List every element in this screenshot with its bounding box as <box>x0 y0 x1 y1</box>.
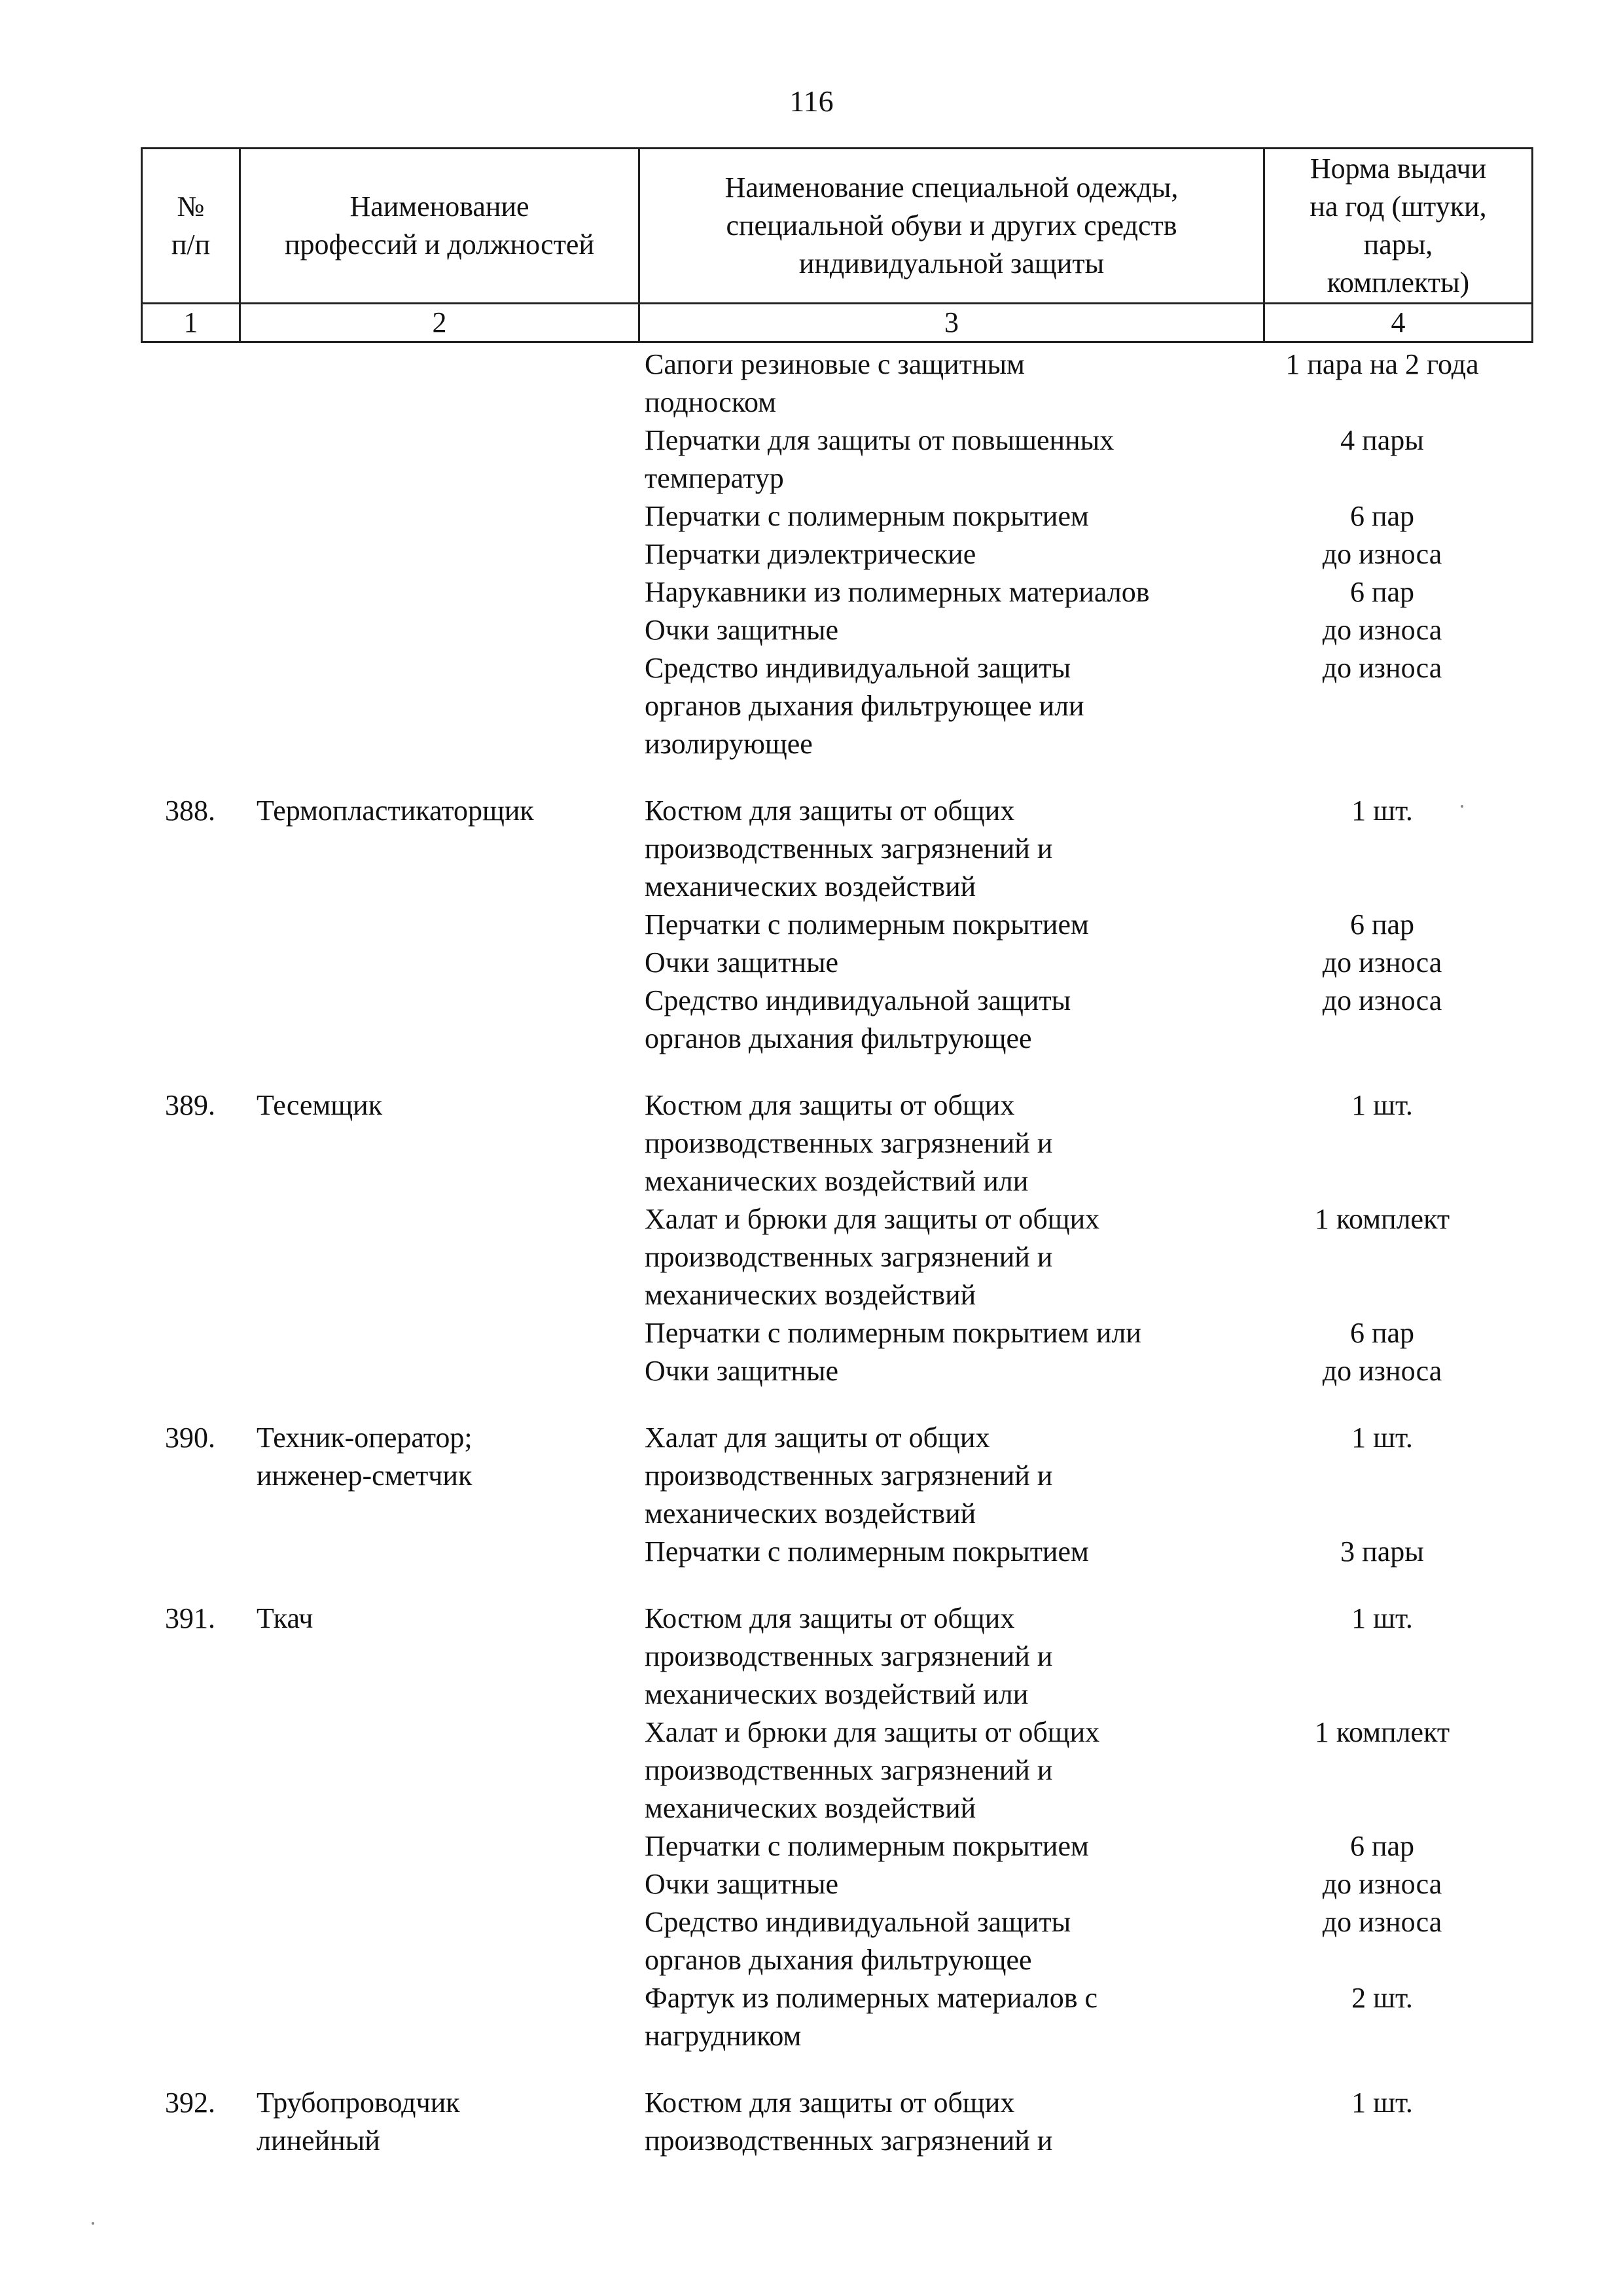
equipment-item: Очки защитные <box>645 1355 839 1387</box>
equipment-item: Перчатки диэлектрические <box>645 538 976 570</box>
profession-name: Техник-оператор; <box>257 1422 473 1454</box>
issue-norm: 1 шт. <box>1351 1602 1413 1634</box>
equipment-item: механических воздействий <box>645 1498 976 1530</box>
equipment-item: производственных загрязнений и <box>645 833 1053 865</box>
issue-norm: до износа <box>1322 652 1442 684</box>
issue-norm: 6 пар <box>1349 908 1415 941</box>
equipment-item: производственных загрязнений и <box>645 1127 1053 1159</box>
issue-norm: 1 комплект <box>1314 1716 1450 1748</box>
equipment-item: механических воздействий <box>645 1279 976 1311</box>
profession-name: инженер-сметчик <box>257 1460 473 1492</box>
equipment-item: Перчатки с полимерным покрытием <box>645 500 1089 532</box>
scan-dot <box>1461 805 1463 808</box>
equipment-item: Костюм для защиты от общих <box>645 2087 1015 2119</box>
table-header <box>141 147 1533 343</box>
equipment-item: производственных загрязнений и <box>645 1241 1053 1273</box>
row-number: 390. <box>165 1422 215 1454</box>
profession-name: Тесемщик <box>257 1089 383 1121</box>
equipment-item: изолирующее <box>645 728 813 760</box>
issue-norm: 6 пар <box>1349 1317 1415 1349</box>
header-num-4: 4 <box>1264 304 1533 342</box>
equipment-item: производственных загрязнений и <box>645 2125 1053 2157</box>
header-num-2: 2 <box>240 304 639 342</box>
issue-norm: 6 пар <box>1349 1830 1415 1862</box>
issue-norm: до износа <box>1322 614 1442 646</box>
row-number: 388. <box>165 795 215 827</box>
equipment-item: Нарукавники из полимерных материалов <box>645 576 1150 608</box>
issue-norm: до износа <box>1322 1868 1442 1900</box>
equipment-item: Средство индивидуальной защиты <box>645 984 1071 1016</box>
equipment-item: подноском <box>645 386 776 418</box>
scan-dot <box>92 2222 94 2225</box>
equipment-item: органов дыхания фильтрующее или <box>645 690 1084 722</box>
equipment-item: производственных загрязнений и <box>645 1460 1053 1492</box>
equipment-item: органов дыхания фильтрующее <box>645 1944 1032 1976</box>
issue-norm: до износа <box>1322 1906 1442 1938</box>
profession-name: Ткач <box>257 1602 313 1634</box>
issue-norm: 3 пары <box>1340 1535 1424 1568</box>
equipment-item: Перчатки с полимерным покрытием <box>645 908 1089 941</box>
issue-norm: 1 комплект <box>1314 1203 1450 1235</box>
equipment-item: Перчатки с полимерным покрытием <box>645 1830 1089 1862</box>
issue-norm: 1 шт. <box>1351 795 1413 827</box>
issue-norm: до износа <box>1322 946 1442 978</box>
equipment-item: механических воздействий или <box>645 1678 1029 1710</box>
equipment-item: Халат для защиты от общих <box>645 1422 990 1454</box>
equipment-item: температур <box>645 462 784 494</box>
issue-norm: 6 пар <box>1349 576 1415 608</box>
issue-norm: 1 шт. <box>1351 1089 1413 1121</box>
equipment-item: Средство индивидуальной защиты <box>645 652 1071 684</box>
equipment-item: Перчатки с полимерным покрытием <box>645 1535 1089 1568</box>
profession-name: линейный <box>257 2125 380 2157</box>
header-col-norm: Норма выдачи на год (штуки, пары, комплекты) <box>1264 149 1533 304</box>
row-number: 392. <box>165 2087 215 2119</box>
header-num-3: 3 <box>639 304 1264 342</box>
equipment-item: механических воздействий <box>645 870 976 903</box>
header-col-equipment: Наименование специальной одежды, специальной обуви и других средств индивидуальной защиты <box>639 149 1264 304</box>
row-number: 391. <box>165 1602 215 1634</box>
equipment-item: Костюм для защиты от общих <box>645 795 1015 827</box>
equipment-item: нагрудником <box>645 2020 802 2052</box>
profession-name: Термопластикаторщик <box>257 795 534 827</box>
equipment-item: Халат и брюки для защиты от общих <box>645 1716 1100 1748</box>
equipment-item: производственных загрязнений и <box>645 1640 1053 1672</box>
equipment-item: Фартук из полимерных материалов с <box>645 1982 1098 2014</box>
equipment-item: Сапоги резиновые с защитным <box>645 348 1025 380</box>
equipment-item: органов дыхания фильтрующее <box>645 1022 1032 1054</box>
issue-norm: до износа <box>1322 538 1442 570</box>
issue-norm: до износа <box>1322 984 1442 1016</box>
page-number: 116 <box>789 84 834 118</box>
equipment-item: производственных загрязнений и <box>645 1754 1053 1786</box>
issue-norm: 4 пары <box>1340 424 1424 456</box>
equipment-item: Очки защитные <box>645 946 839 978</box>
equipment-item: Костюм для защиты от общих <box>645 1089 1015 1121</box>
issue-norm: 6 пар <box>1349 500 1415 532</box>
issue-norm: 1 шт. <box>1351 1422 1413 1454</box>
equipment-item: механических воздействий <box>645 1792 976 1824</box>
row-number: 389. <box>165 1089 215 1121</box>
header-num-1: 1 <box>142 304 240 342</box>
issue-norm: до износа <box>1322 1355 1442 1387</box>
issue-norm: 1 шт. <box>1351 2087 1413 2119</box>
issue-norm: 1 пара на 2 года <box>1285 348 1479 380</box>
header-col-number: № п/п <box>142 149 240 304</box>
header-col-profession: Наименование профессий и должностей <box>240 149 639 304</box>
equipment-item: Средство индивидуальной защиты <box>645 1906 1071 1938</box>
equipment-item: Очки защитные <box>645 614 839 646</box>
profession-name: Трубопроводчик <box>257 2087 460 2119</box>
equipment-item: Перчатки с полимерным покрытием или <box>645 1317 1141 1349</box>
issue-norm: 2 шт. <box>1351 1982 1413 2014</box>
equipment-item: Перчатки для защиты от повышенных <box>645 424 1115 456</box>
equipment-item: механических воздействий или <box>645 1165 1029 1197</box>
equipment-item: Костюм для защиты от общих <box>645 1602 1015 1634</box>
equipment-item: Халат и брюки для защиты от общих <box>645 1203 1100 1235</box>
equipment-item: Очки защитные <box>645 1868 839 1900</box>
